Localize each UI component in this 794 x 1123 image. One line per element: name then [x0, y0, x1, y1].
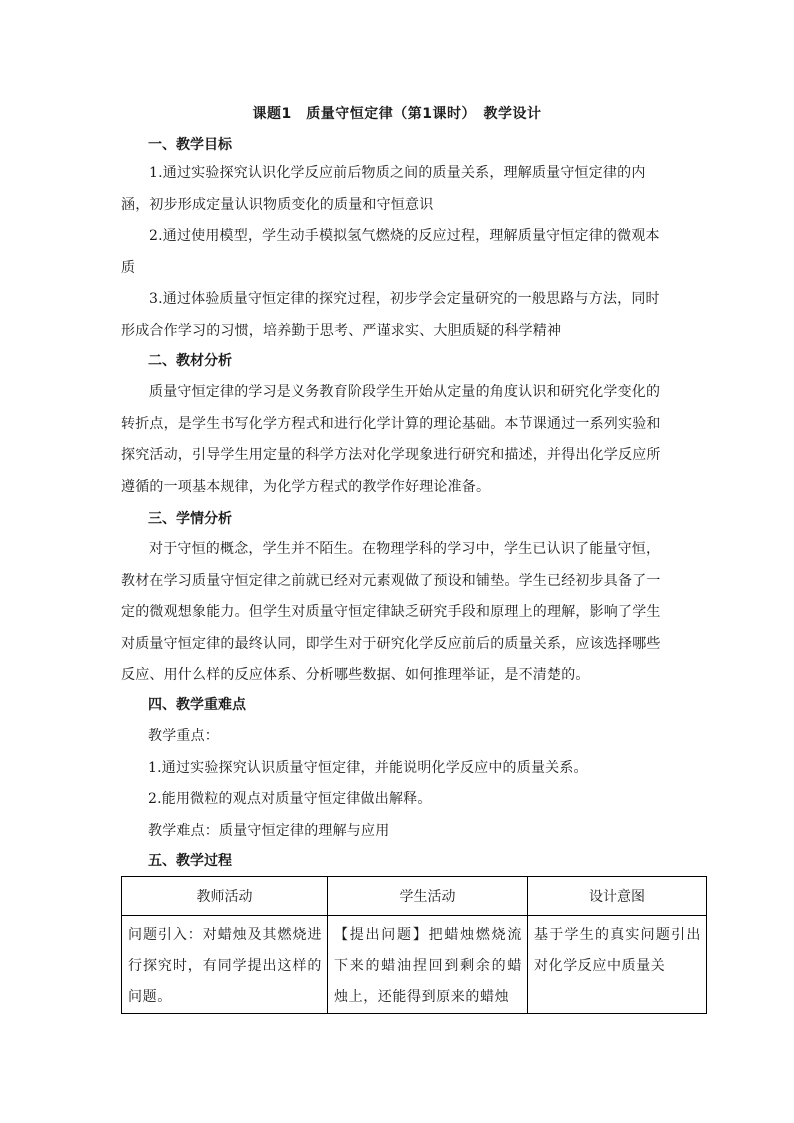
- heading-keypoints: 四、教学重难点: [148, 697, 246, 713]
- students-paragraph: 对于守恒的概念，学生并不陌生。在物理学科的学习中，学生已认识了能量守恒，教材在学习质量守恒定律之前就已经对元素观做了预设和铺垫。学生已经初步具备了一定的微观想象能力。但学生对质量守恒定律缺乏研究手段和原理上的理解，影响了学生对质量守恒定律的最终认同，即学生对于研究化学反应前后的质量关系，应该选择哪些反应、用什么样的反应体系、分析哪些数据、如何推理举证，是不清楚的。: [121, 541, 661, 683]
- material-paragraph: 质量守恒定律的学习是义务教育阶段学生开始从定量的角度认识和研究化学变化的转折点，是学生书写化学方程式和进行化学计算的理论基础。本节课通过一系列实验和探究活动，引导学生用定量的科学方法对化学现象进行研究和描述，并得出化学反应所遵循的一项基本规律，为化学方程式的教学作好理论准备。: [121, 384, 661, 495]
- intent-cell: [528, 916, 707, 1014]
- heading-material: 二、教材分析: [148, 353, 232, 369]
- design-intent: 基于学生的真实问题引出对化学反应中质量关: [534, 927, 701, 974]
- heading-students: 三、学情分析: [148, 511, 232, 527]
- goal-item-3: 3.通过体验质量守恒定律的探究过程，初步学会定量研究的一般思路与方法，同时形成合作学习的习惯，培养勤于思考、严谨求实、大胆质疑的科学精神: [121, 291, 660, 339]
- goal-item-1: 1.通过实验探究认识化学反应前后物质之间的质量关系，理解质量守恒定律的内涵，初步形成定量认识物质变化的质量和守恒意识: [121, 165, 646, 213]
- teacher-cell: [122, 916, 328, 1014]
- column-header-intent: 设计意图: [528, 877, 707, 916]
- document-title: 课题1 质量守恒定律（第1课时） 教学设计: [252, 106, 542, 122]
- goal-item-2: 2.通过使用模型，学生动手模拟氢气燃烧的反应过程，理解质量守恒定律的微观本质: [121, 228, 660, 276]
- table-header-row: [122, 877, 707, 916]
- focus-item-1: 1.通过实验探究认识质量守恒定律，并能说明化学反应中的质量关系。: [148, 760, 588, 776]
- focus-item-2: 2.能用微粒的观点对质量守恒定律做出解释。: [148, 791, 432, 807]
- difficulty-line: 教学难点：质量守恒定律的理解与应用: [148, 823, 390, 839]
- column-header-teacher: 教师活动: [122, 877, 328, 916]
- column-header-student: 学生活动: [328, 877, 528, 916]
- student-activity: 【提出问题】把蜡烛燃烧流下来的蜡油捏回到剩余的蜡烛上，还能得到原来的蜡烛: [334, 927, 522, 1005]
- heading-process: 五、教学过程: [148, 853, 232, 869]
- focus-label: 教学重点：: [148, 728, 219, 744]
- table-row: [122, 916, 707, 1014]
- teacher-activity: 问题引入：对蜡烛及其燃烧进行探究时，有同学提出这样的问题。: [128, 927, 322, 1005]
- student-cell: [328, 916, 528, 1014]
- process-table: [121, 876, 707, 1014]
- heading-goals: 一、教学目标: [148, 137, 232, 153]
